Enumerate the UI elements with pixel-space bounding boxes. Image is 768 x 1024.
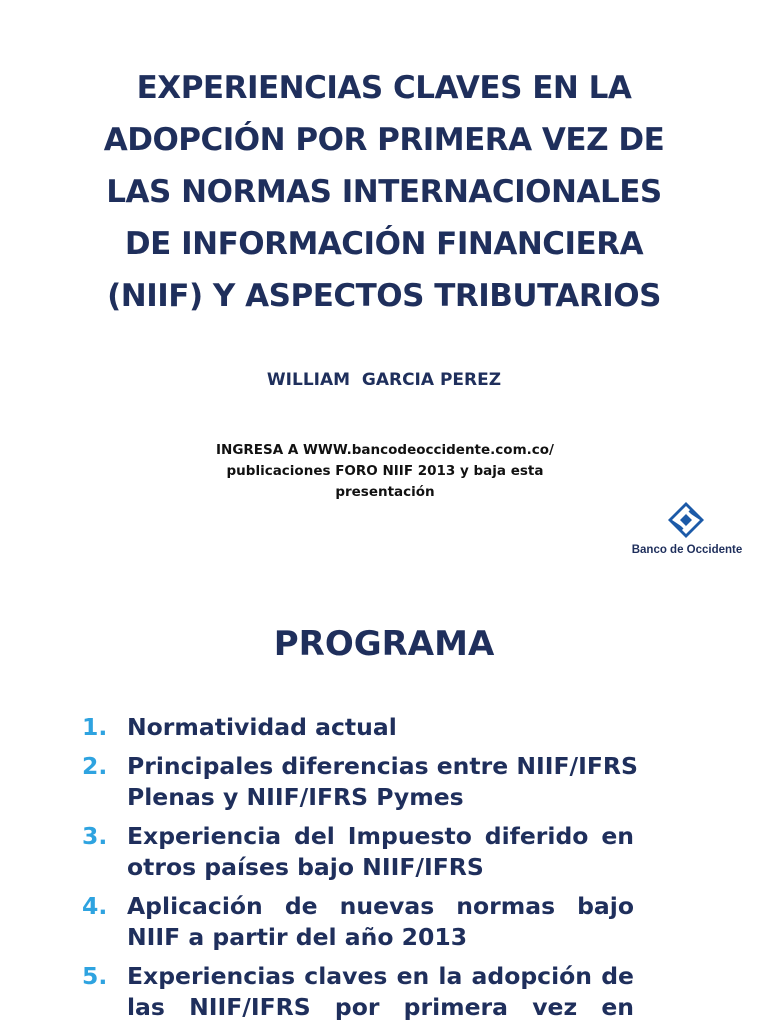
list-item-number: 5. (82, 962, 108, 990)
cover-title-line: ADOPCIÓN POR PRIMERA VEZ DE (103, 122, 665, 158)
list-item (82, 891, 634, 953)
list-item-text: Principales diferencias entre NIIF/IFRS (127, 752, 638, 780)
list-item (82, 961, 634, 1023)
program-list (82, 712, 638, 1024)
download-instructions (150, 440, 620, 503)
list-item-text: Normatividad actual (127, 713, 397, 741)
list-item-number: 1. (82, 713, 108, 741)
list-item-number: 3. (82, 822, 108, 850)
cover-title-line: EXPERIENCIAS CLAVES EN LA (136, 70, 632, 106)
cover-title (40, 62, 728, 322)
program-title: PROGRAMA (273, 624, 495, 664)
list-item-text: Plenas y NIIF/IFRS Pymes (127, 783, 464, 811)
list-item-text: otros países bajo NIIF/IFRS (127, 853, 484, 881)
logo-text: Banco de Occidente (631, 544, 743, 556)
list-item-number: 4. (82, 892, 108, 920)
banco-de-occidente-logo-icon (666, 500, 706, 544)
list-item-text: Aplicación de nuevas normas bajo (127, 892, 634, 920)
list-item-text: las NIIF/IFRS por primera vez en (127, 993, 634, 1021)
list-item (82, 751, 638, 813)
cover-title-line: LAS NORMAS INTERNACIONALES (106, 174, 662, 210)
cover-title-line: DE INFORMACIÓN FINANCIERA (124, 226, 644, 262)
download-instructions-line: INGRESA A WWW.bancodeoccidente.com.co/ (216, 442, 554, 458)
author-name: WILLIAM GARCIA PEREZ (266, 370, 502, 390)
download-instructions-line: publicaciones FORO NIIF 2013 y baja esta (226, 463, 544, 479)
list-item-number: 2. (82, 752, 108, 780)
slide-program (0, 576, 768, 1024)
list-item-text: Experiencia del Impuesto diferido en (127, 822, 634, 850)
list-item (82, 821, 634, 883)
cover-title-line: (NIIF) Y ASPECTOS TRIBUTARIOS (107, 278, 661, 314)
list-item-text: NIIF a partir del año 2013 (127, 923, 468, 951)
download-instructions-line: presentación (335, 484, 435, 500)
bank-logo (612, 500, 762, 564)
list-item-text: Experiencias claves en la adopción de (127, 962, 634, 990)
list-item (82, 712, 634, 743)
